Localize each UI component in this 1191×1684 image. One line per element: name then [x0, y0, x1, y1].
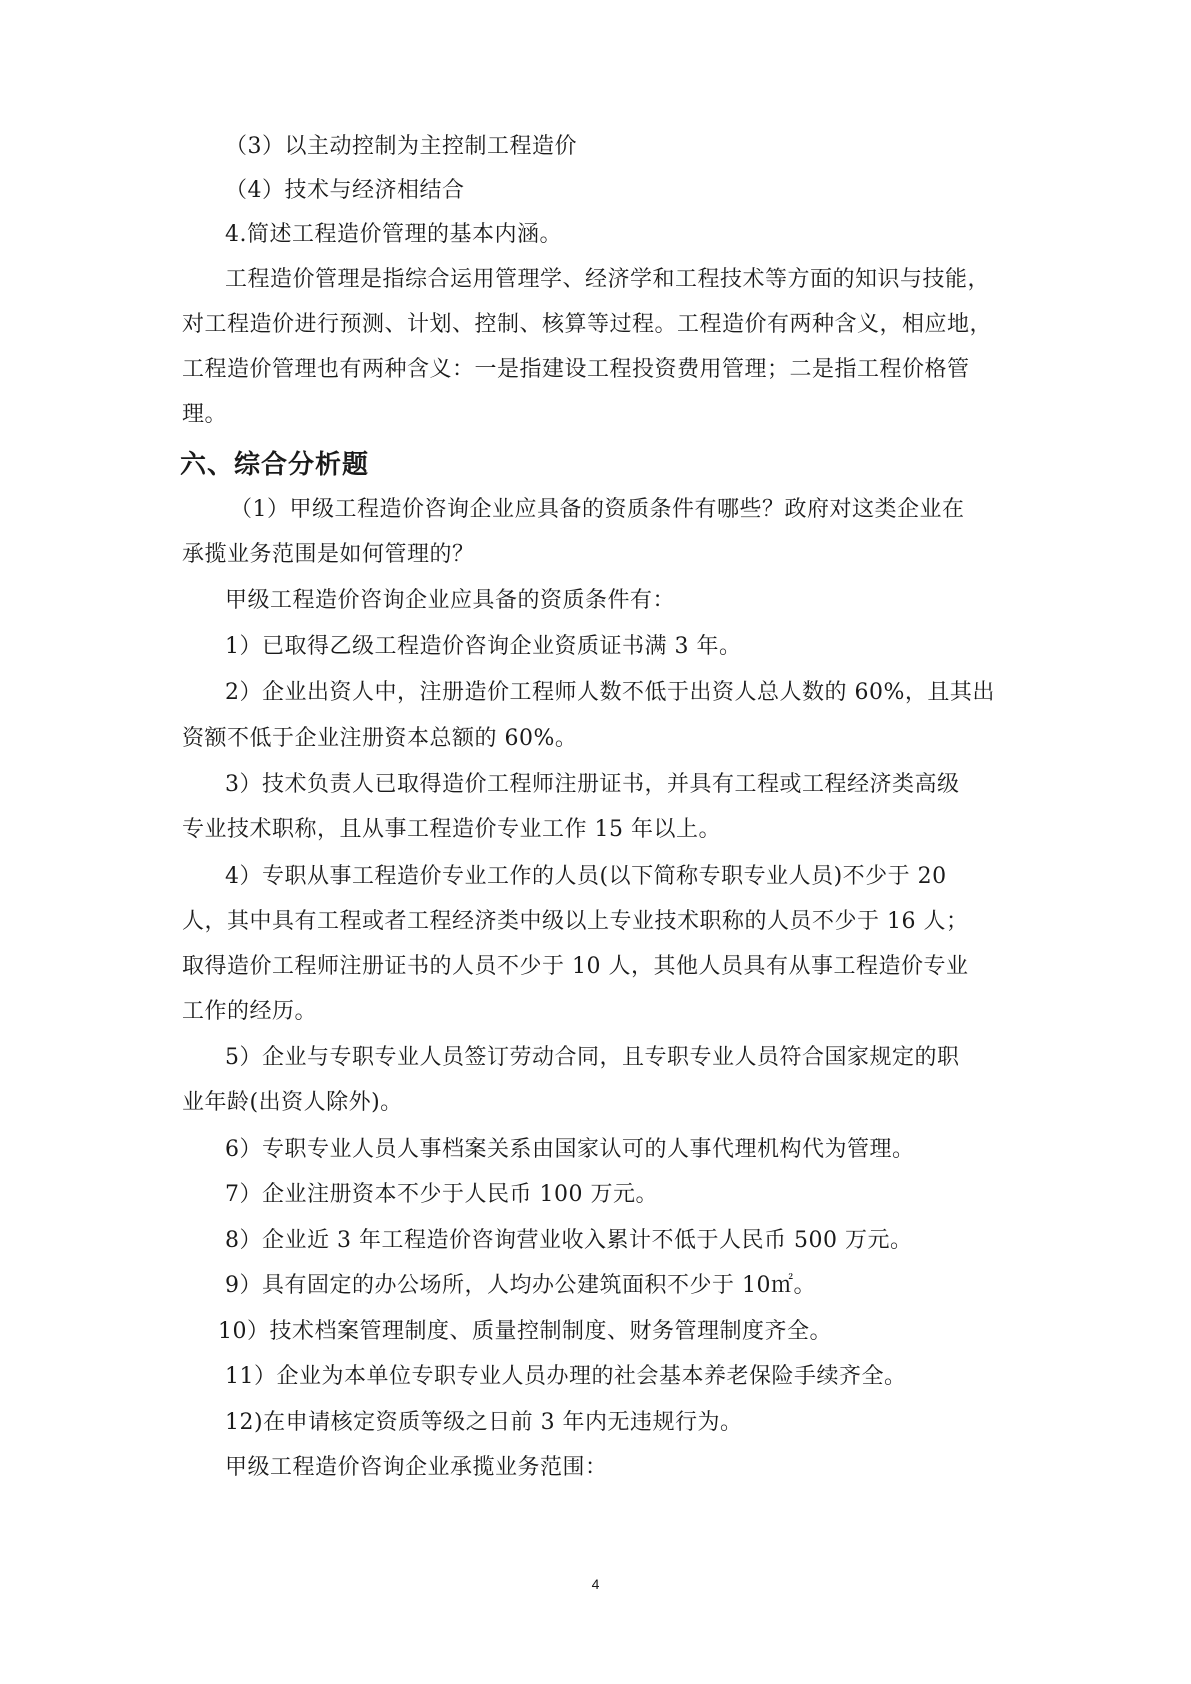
text-line: （3）以主动控制为主控制工程造价: [225, 134, 577, 159]
text-line: 人，其中具有工程或者工程经济类中级以上专业技术职称的人员不少于 16 人；: [182, 909, 969, 934]
text-line: 3）技术负责人已取得造价工程师注册证书，并具有工程或工程经济类高级: [225, 772, 960, 797]
text-line: 1）已取得乙级工程造价咨询企业资质证书满 3 年。: [225, 634, 742, 659]
text-line: 4.简述工程造价管理的基本内涵。: [225, 222, 562, 247]
text-line: 甲级工程造价咨询企业承揽业务范围：: [225, 1455, 608, 1480]
section-heading: 六、综合分析题: [180, 450, 370, 480]
text-line: 工程造价管理也有两种含义：一是指建设工程投资费用管理；二是指工程价格管: [182, 357, 970, 382]
text-line: 5）企业与专职专业人员签订劳动合同，且专职专业人员符合国家规定的职: [225, 1045, 960, 1070]
text-line: 理。: [182, 402, 228, 427]
text-line: 承揽业务范围是如何管理的？: [182, 542, 475, 567]
text-line: 6）专职专业人员人事档案关系由国家认可的人事代理机构代为管理。: [225, 1137, 915, 1162]
text-line: 11）企业为本单位专职专业人员办理的社会基本养老保险手续齐全。: [225, 1364, 907, 1389]
text-line: （1）甲级工程造价咨询企业应具备的资质条件有哪些？政府对这类企业在: [230, 497, 965, 522]
text-line: 12)在申请核定资质等级之日前 3 年内无违规行为。: [225, 1410, 743, 1435]
text-line: （4）技术与经济相结合: [225, 178, 465, 203]
text-line: 专业技术职称，且从事工程造价专业工作 15 年以上。: [182, 817, 721, 842]
text-line: 2）企业出资人中，注册造价工程师人数不低于出资人总人数的 60%，且其出: [225, 680, 995, 705]
text-line: 7）企业注册资本不少于人民币 100 万元。: [225, 1182, 658, 1207]
text-line: 10）技术档案管理制度、质量控制制度、财务管理制度齐全。: [218, 1319, 832, 1344]
text-line: 业年龄(出资人除外)。: [182, 1090, 403, 1115]
text-line: 对工程造价进行预测、计划、控制、核算等过程。工程造价有两种含义，相应地，: [182, 312, 993, 337]
text-line: 取得造价工程师注册证书的人员不少于 10 人，其他人员具有从事工程造价专业: [182, 954, 969, 979]
text-line: 8）企业近 3 年工程造价咨询营业收入累计不低于人民币 500 万元。: [225, 1228, 913, 1253]
text-line: 资额不低于企业注册资本总额的 60%。: [182, 726, 578, 751]
text-line: 9）具有固定的办公场所，人均办公建筑面积不少于 10㎡。: [225, 1273, 816, 1298]
text-line: 工程造价管理是指综合运用管理学、经济学和工程技术等方面的知识与技能，: [225, 267, 991, 292]
text-line: 工作的经历。: [182, 999, 318, 1024]
text-line: 甲级工程造价咨询企业应具备的资质条件有：: [225, 588, 676, 613]
page-number: 4: [591, 1576, 600, 1592]
text-line: 4）专职从事工程造价专业工作的人员(以下简称专职专业人员)不少于 20: [225, 864, 947, 889]
